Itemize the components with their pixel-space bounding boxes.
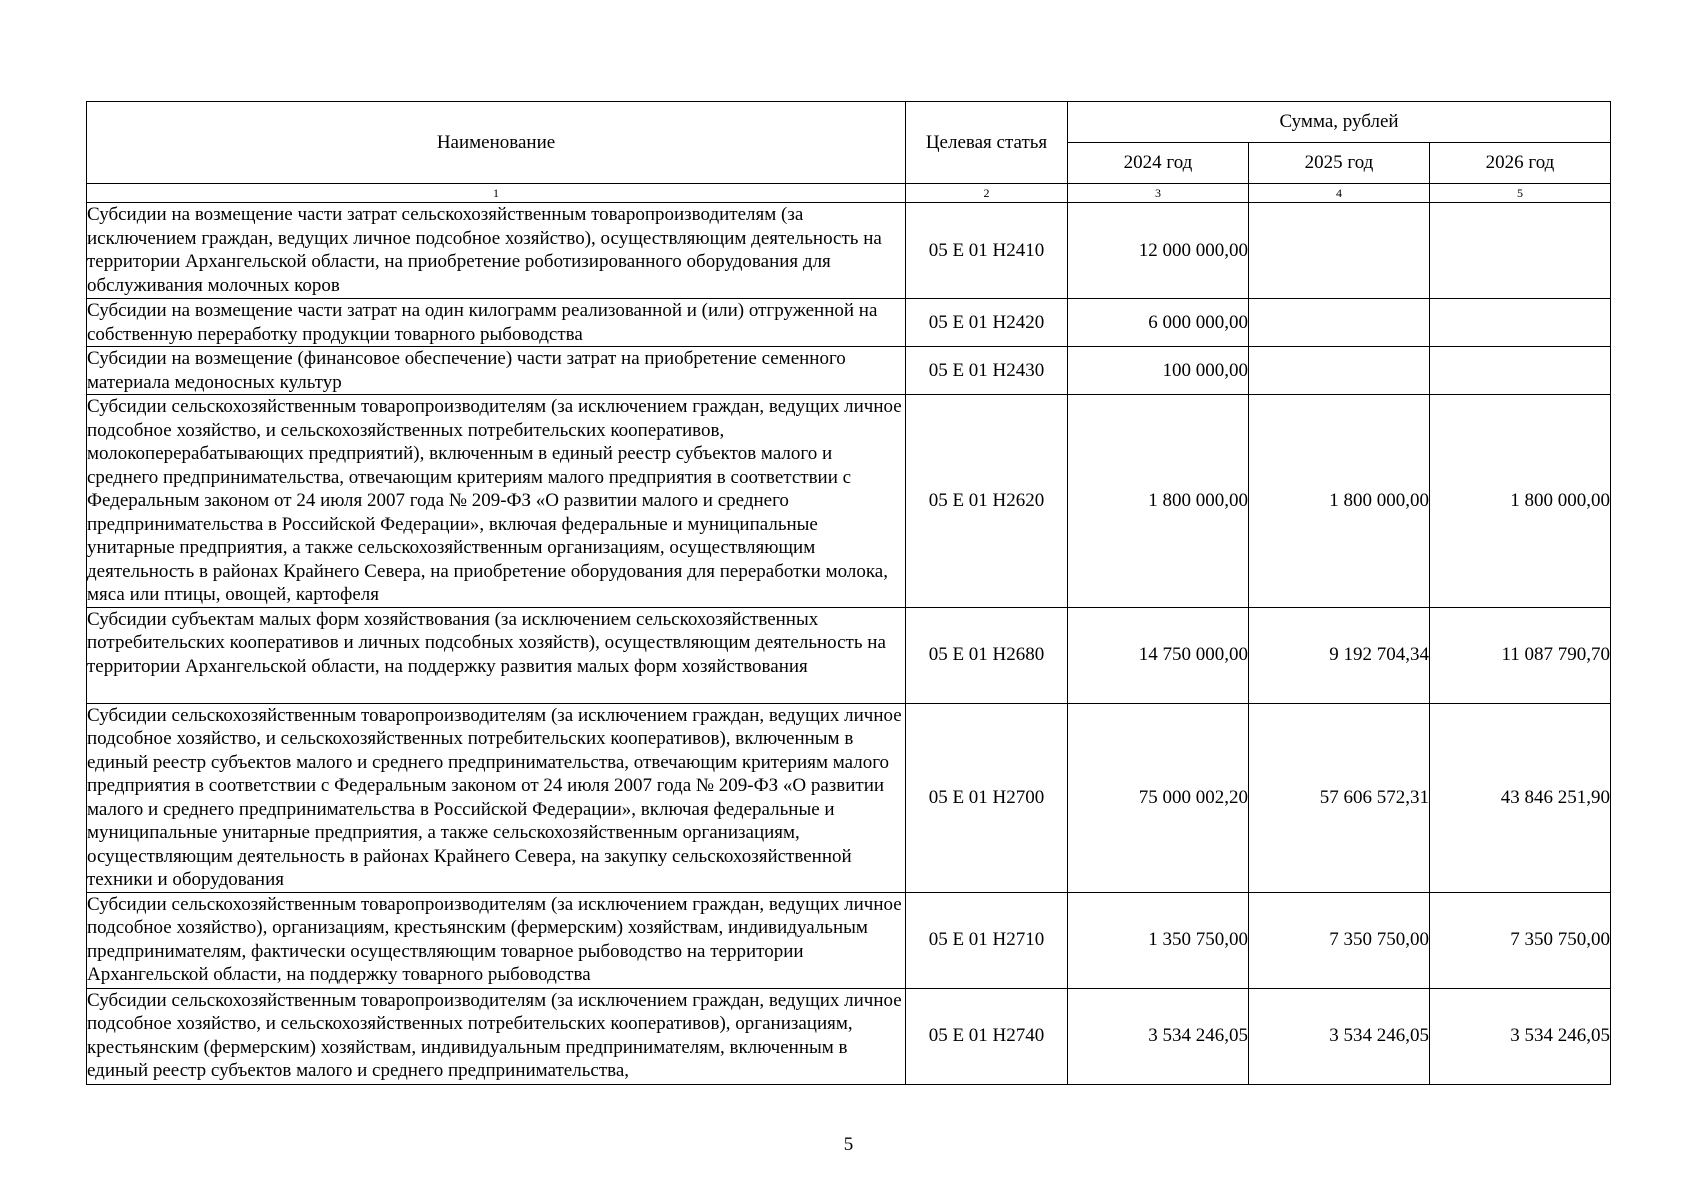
column-header-2026: 2026 год	[1430, 143, 1611, 184]
row-code: 05 Е 01 Н2410	[906, 203, 1068, 299]
row-name: Субсидии сельскохозяйственным товаропроизводителям (за исключением граждан, ведущих личное подсобное хозяйство), организациям, крестьянским (фермерским) хозяйствам, индивидуальным предпринимателям, фактически осуществляющим товарное рыбоводство на территории Архангельской области, на поддержку товарного рыбоводства	[87, 892, 906, 988]
row-amount-2024: 1 800 000,00	[1068, 395, 1249, 608]
column-header-name: Наименование	[87, 102, 906, 184]
row-amount-2025: 57 606 572,31	[1249, 703, 1430, 892]
row-amount-2026: 1 800 000,00	[1430, 395, 1611, 608]
table-row	[87, 395, 1611, 608]
row-amount-2025	[1249, 203, 1430, 299]
row-name: Субсидии на возмещение (финансовое обеспечение) части затрат на приобретение семенного материала медоносных культур	[87, 347, 906, 395]
table-row	[87, 988, 1611, 1084]
table-row	[87, 607, 1611, 703]
table-row	[87, 892, 1611, 988]
row-amount-2026: 3 534 246,05	[1430, 988, 1611, 1084]
row-amount-2025: 9 192 704,34	[1249, 607, 1430, 703]
table-row	[87, 299, 1611, 347]
row-amount-2025	[1249, 299, 1430, 347]
row-amount-2025: 7 350 750,00	[1249, 892, 1430, 988]
row-amount-2026: 7 350 750,00	[1430, 892, 1611, 988]
row-amount-2026	[1430, 299, 1611, 347]
row-code: 05 Е 01 Н2680	[906, 607, 1068, 703]
row-amount-2024: 1 350 750,00	[1068, 892, 1249, 988]
row-amount-2025: 1 800 000,00	[1249, 395, 1430, 608]
column-number: 5	[1430, 184, 1611, 203]
table-row	[87, 703, 1611, 892]
row-code: 05 Е 01 Н2700	[906, 703, 1068, 892]
table-row	[87, 203, 1611, 299]
column-header-code: Целевая статья	[906, 102, 1068, 184]
row-code: 05 Е 01 Н2740	[906, 988, 1068, 1084]
row-amount-2025	[1249, 347, 1430, 395]
row-amount-2026	[1430, 347, 1611, 395]
row-amount-2026	[1430, 203, 1611, 299]
row-name: Субсидии субъектам малых форм хозяйствования (за исключением сельскохозяйственных потребительских кооперативов и личных подсобных хозяйств), осуществляющим деятельность на территории Архангельской области, на поддержку развития малых форм хозяйствования	[87, 607, 906, 703]
row-name: Субсидии сельскохозяйственным товаропроизводителям (за исключением граждан, ведущих личное подсобное хозяйство, и сельскохозяйственных потребительских кооперативов, молокоперерабатывающих предприятий), включенным в единый реестр субъектов малого и среднего предпринимательства, отвечающим критериям малого предприятия в соответствии с Федеральным законом от 24 июля 2007 года № 209-ФЗ «О развитии малого и среднего предпринимательства в Российской Федерации», включая федеральные и муниципальные унитарные предприятия, а также сельскохозяйственным организациям, осуществляющим деятельность в районах Крайнего Севера, на приобретение оборудования для переработки молока, мяса или птицы, овощей, картофеля	[87, 395, 906, 608]
row-amount-2024: 75 000 002,20	[1068, 703, 1249, 892]
row-code: 05 Е 01 Н2710	[906, 892, 1068, 988]
row-code: 05 Е 01 Н2620	[906, 395, 1068, 608]
row-amount-2024: 14 750 000,00	[1068, 607, 1249, 703]
column-number-row	[87, 184, 1611, 203]
row-code: 05 Е 01 Н2430	[906, 347, 1068, 395]
row-amount-2025: 3 534 246,05	[1249, 988, 1430, 1084]
row-amount-2026: 11 087 790,70	[1430, 607, 1611, 703]
row-amount-2024: 3 534 246,05	[1068, 988, 1249, 1084]
row-amount-2024: 100 000,00	[1068, 347, 1249, 395]
column-header-2025: 2025 год	[1249, 143, 1430, 184]
column-number: 2	[906, 184, 1068, 203]
column-number: 4	[1249, 184, 1430, 203]
column-number: 3	[1068, 184, 1249, 203]
row-name: Субсидии на возмещение части затрат на один килограмм реализованной и (или) отгруженной на собственную переработку продукции товарного рыбоводства	[87, 299, 906, 347]
row-name: Субсидии на возмещение части затрат сельскохозяйственным товаропроизводителям (за исключением граждан, ведущих личное подсобное хозяйство), осуществляющим деятельность на территории Архангельской области, на приобретение роботизированного оборудования для обслуживания молочных коров	[87, 203, 906, 299]
column-header-sum: Сумма, рублей	[1068, 102, 1611, 143]
row-name: Субсидии сельскохозяйственным товаропроизводителям (за исключением граждан, ведущих личное подсобное хозяйство, и сельскохозяйственных потребительских кооперативов), включенным в единый реестр субъектов малого и среднего предпринимательства, отвечающим критериям малого предприятия в соответствии с Федеральным законом от 24 июля 2007 года № 209-ФЗ «О развитии малого и среднего предпринимательства в Российской Федерации», включая федеральные и муниципальные унитарные предприятия, а также сельскохозяйственным организациям, осуществляющим деятельность в районах Крайнего Севера, на закупку сельскохозяйственной техники и оборудования	[87, 703, 906, 892]
row-amount-2024: 6 000 000,00	[1068, 299, 1249, 347]
column-number: 1	[87, 184, 906, 203]
row-amount-2026: 43 846 251,90	[1430, 703, 1611, 892]
row-name: Субсидии сельскохозяйственным товаропроизводителям (за исключением граждан, ведущих личное подсобное хозяйство, и сельскохозяйственных потребительских кооперативов), организациям, крестьянским (фермерским) хозяйствам, индивидуальным предпринимателям, включенным в единый реестр субъектов малого и среднего предпринимательства,	[87, 988, 906, 1084]
table-row	[87, 347, 1611, 395]
row-code: 05 Е 01 Н2420	[906, 299, 1068, 347]
row-amount-2024: 12 000 000,00	[1068, 203, 1249, 299]
page-number: 5	[843, 1134, 854, 1155]
column-header-2024: 2024 год	[1068, 143, 1249, 184]
budget-table	[86, 101, 1611, 1085]
